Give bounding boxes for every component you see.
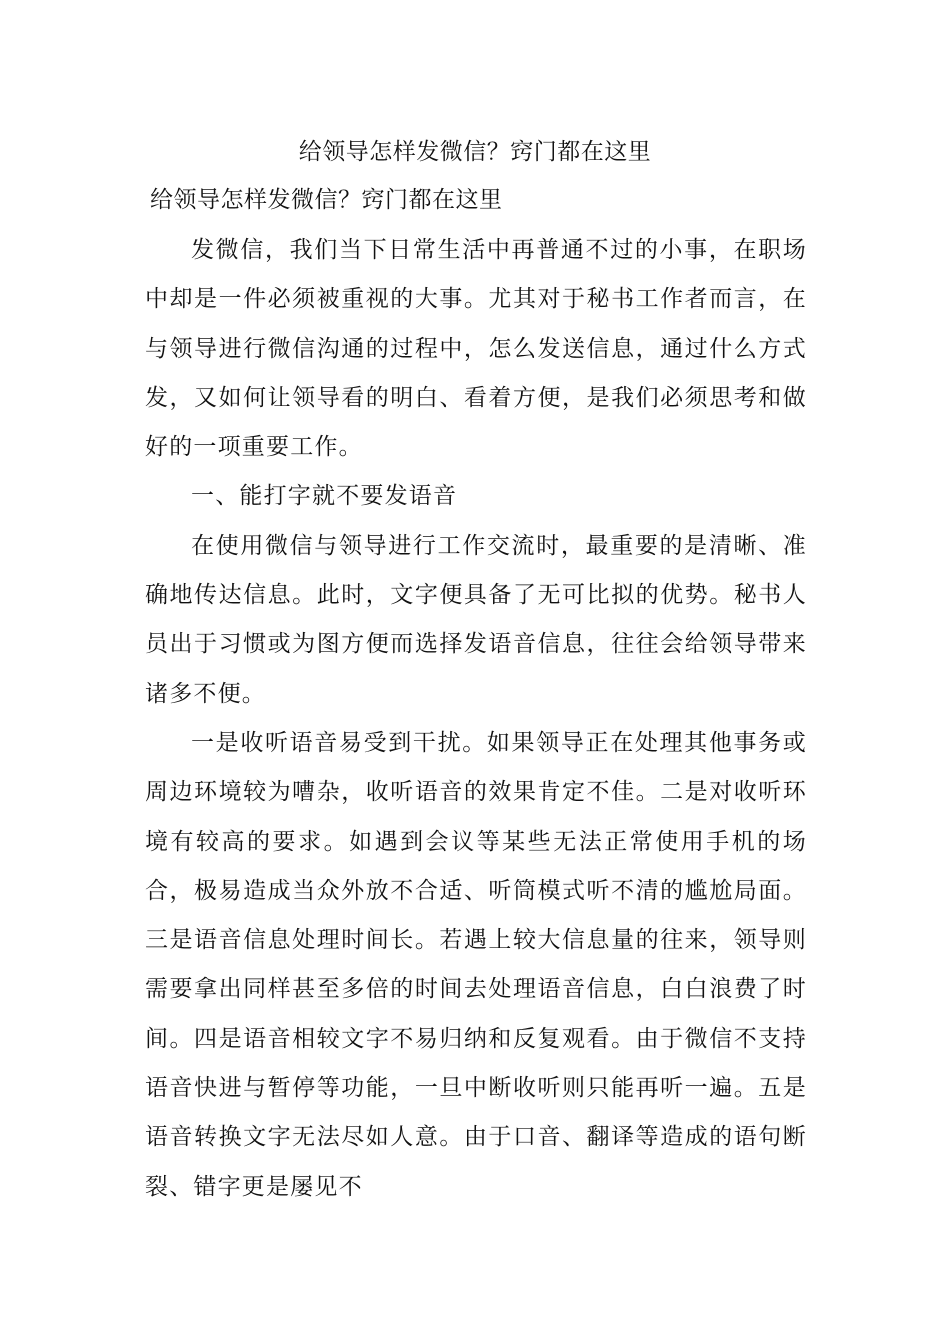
paragraph-section-1: 在使用微信与领导进行工作交流时，最重要的是清晰、准确地传达信息。此时，文字便具备了无可比拟的优势。秘书人员出于习惯或为图方便而选择发语音信息，往往会给领导带来诸多不便。 [145,532,807,707]
document-body [145,226,807,1212]
paragraph-reasons: 一是收听语音易受到干扰。如果领导正在处理其他事务或周边环境较为嘈杂，收听语音的效果肯定不佳。二是对收听环境有较高的要求。如遇到会议等某些无法正常使用手机的场合，极易造成当众外放不合适、听筒模式听不清的尴尬局面。三是语音信息处理时间长。若遇上较大信息量的往来，领导则需要拿出同样甚至多倍的时间去处理语音信息，白白浪费了时间。四是语音相较文字不易归纳和反复观看。由于微信不支持语音快进与暂停等功能，一旦中断收听则只能再听一遍。五是语音转换文字无法尽如人意。由于口音、翻译等造成的语句断裂、错字更是屡见不 [145,729,807,1200]
document-title: 给领导怎样发微信？窍门都在这里 [298,139,652,165]
paragraph-intro: 发微信，我们当下日常生活中再普通不过的小事，在职场中却是一件必须被重视的大事。尤其对于秘书工作者而言，在与领导进行微信沟通的过程中，怎么发送信息，通过什么方式发，又如何让领导看的明白、看着方便，是我们必须思考和做好的一项重要工作。 [145,237,807,461]
document-subtitle: 给领导怎样发微信？窍门都在这里 [150,187,503,213]
section-heading-1: 一、能打字就不要发语音 [191,483,458,510]
